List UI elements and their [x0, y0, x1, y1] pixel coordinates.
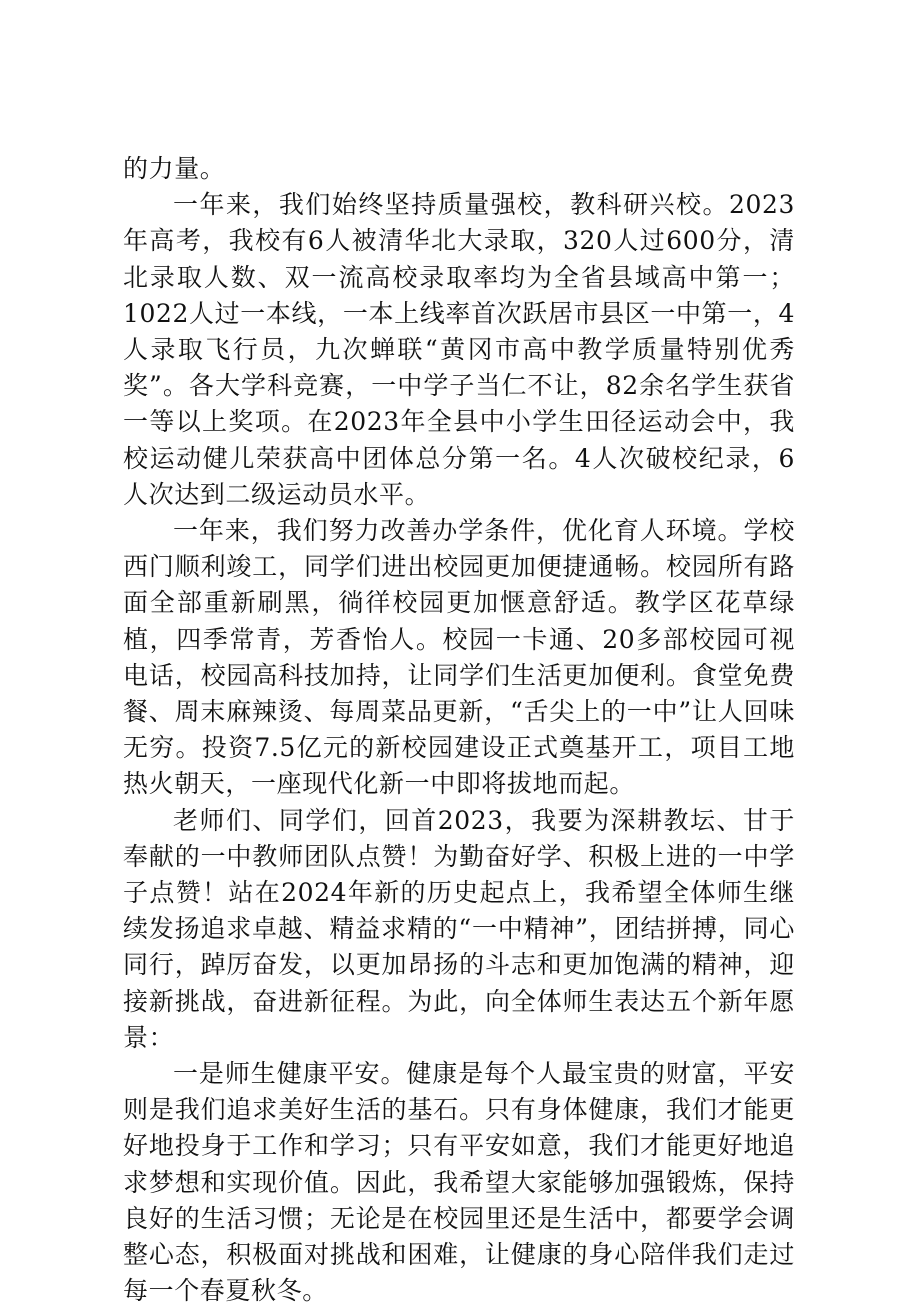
- paragraph-teaching-quality: 一年来，我们始终坚持质量强校，教科研兴校。2023年高考，我校有6人被清华北大录取，320人过600分，清北录取人数、双一流高校录取率均为全省县域高中第一；1022人过一本线，一本上线率首次跃居市县区一中第一，4人录取飞行员，九次蝉联“黄冈市高中教学质量特别优秀奖”。各大学科竞赛，一中学子当仁不让，82余名学生获省一等以上奖项。在2023年全县中小学生田径运动会中，我校运动健儿荣获高中团体总分第一名。4人次破校纪录，6人次达到二级运动员水平。: [123, 190, 795, 509]
- document-body: [123, 151, 795, 1310]
- paragraph-health-safety: 一是师生健康平安。健康是每个人最宝贵的财富，平安则是我们追求美好生活的基石。只有身体健康，我们才能更好地投身于工作和学习；只有平安如意，我们才能更好地追求梦想和实现价值。因此，我希望大家能够加强锻炼，保持良好的生活习惯；无论是在校园里还是生活中，都要学会调整心态，积极面对挑战和困难，让健康的身心陪伴我们走过每一个春夏秋冬。: [123, 1059, 795, 1306]
- paragraph-campus-environment: 一年来，我们努力改善办学条件，优化育人环境。学校西门顺利竣工，同学们进出校园更加便捷通畅。校园所有路面全部重新刷黑，徜徉校园更加惬意舒适。教学区花草绿植，四季常青，芳香怡人。校园一卡通、20多部校园可视电话，校园高科技加持，让同学们生活更加便利。食堂免费餐、周末麻辣烫、每周菜品更新，“舌尖上的一中”让人回味无穷。投资7.5亿元的新校园建设正式奠基开工，项目工地热火朝天，一座现代化新一中即将拔地而起。: [123, 516, 795, 799]
- paragraph-continuation: 的力量。: [123, 154, 226, 183]
- paragraph-new-year-address: 老师们、同学们，回首2023，我要为深耕教坛、甘于奉献的一中教师团队点赞！为勤奋好学、积极上进的一中学子点赞！站在2024年新的历史起点上，我希望全体师生继续发扬追求卓越、精益求精的“一中精神”，团结拼搏，同心同行，踔厉奋发，以更加昂扬的斗志和更加饱满的精神，迎接新挑战，奋进新征程。为此，向全体师生表达五个新年愿景：: [123, 805, 795, 1052]
